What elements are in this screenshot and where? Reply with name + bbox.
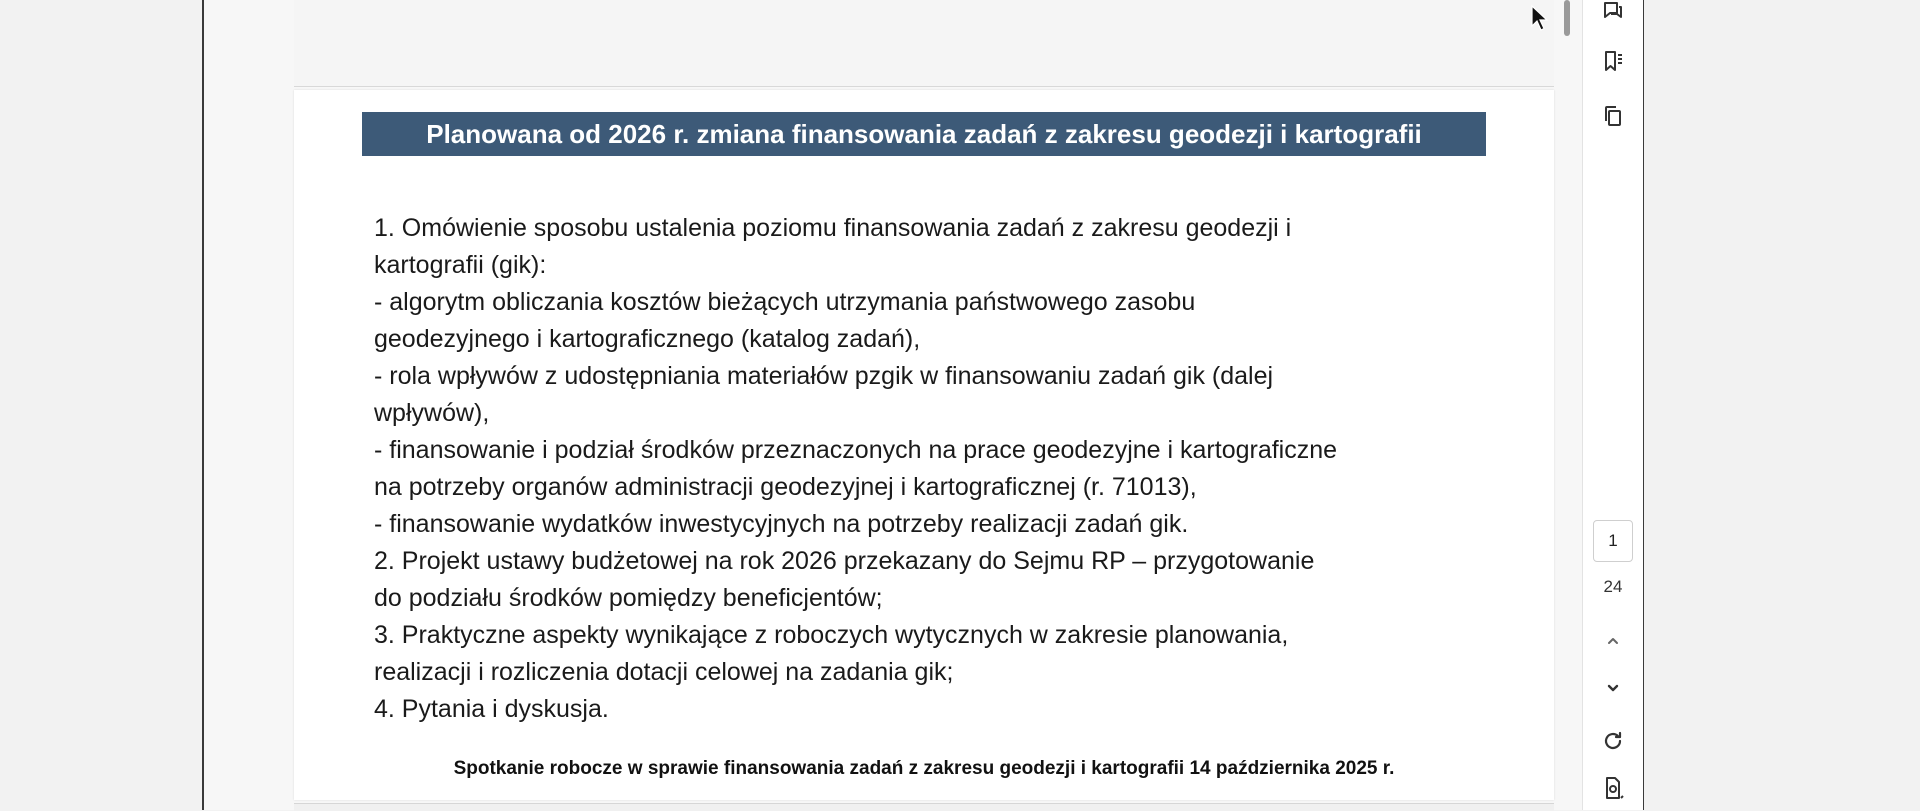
body-line: - rola wpływów z udostępniania materiałów pzgik w finansowaniu zadań gik (dalej	[374, 362, 1274, 390]
slide-title: Planowana od 2026 r. zmiana finansowania zadań z zakresu geodezji i kartografii	[362, 112, 1486, 156]
body-line: 3. Praktyczne aspekty wynikające z roboczych wytycznych w zakresie planowania,	[374, 621, 1289, 649]
chevron-up-icon[interactable]	[1598, 626, 1628, 656]
slide-body	[374, 210, 1494, 728]
pdf-page	[294, 90, 1554, 800]
body-line: 1. Omówienie sposobu ustalenia poziomu finansowania zadań z zakresu geodezji i	[374, 214, 1292, 242]
body-line: 2. Projekt ustawy budżetowej na rok 2026 przekazany do Sejmu RP – przygotowanie	[374, 547, 1315, 575]
body-line: - algorytm obliczania kosztów bieżących utrzymania państwowego zasobu	[374, 288, 1196, 316]
bookmark-list-icon[interactable]	[1598, 46, 1628, 76]
body-line: wpływów),	[374, 399, 490, 427]
document-settings-icon[interactable]	[1598, 773, 1628, 803]
copy-icon[interactable]	[1598, 101, 1628, 131]
chevron-down-icon[interactable]	[1598, 673, 1628, 703]
body-line: - finansowanie wydatków inwestycyjnych na potrzeby realizacji zadań gik.	[374, 510, 1189, 538]
comment-icon[interactable]	[1598, 0, 1628, 26]
slide-footer: Spotkanie robocze w sprawie finansowania zadań z zakresu geodezji i kartografii 14 października 2025 r.	[453, 758, 1395, 779]
body-line: realizacji i rozliczenia dotacji celowej na zadania gik;	[374, 658, 954, 686]
previous-page-bottom	[294, 0, 1554, 87]
total-pages: 24	[1603, 577, 1623, 596]
body-line: 4. Pytania i dyskusja.	[374, 695, 609, 723]
rotate-icon[interactable]	[1598, 726, 1628, 756]
vertical-scrollbar[interactable]	[1564, 0, 1570, 36]
body-line: do podziału środków pomiędzy beneficjentów;	[374, 584, 883, 612]
page-number-input[interactable]	[1593, 520, 1633, 562]
viewer-toolbar	[1582, 0, 1643, 810]
mouse-cursor-icon	[1530, 4, 1550, 32]
body-line: - finansowanie i podział środków przeznaczonych na prace geodezyjne i kartograficzne	[374, 436, 1338, 464]
body-line: kartografii (gik):	[374, 251, 547, 279]
pdf-viewer	[202, 0, 1644, 810]
document-viewport[interactable]	[204, 0, 1554, 810]
body-line: na potrzeby organów administracji geodezyjnej i kartograficznej (r. 71013),	[374, 473, 1197, 501]
body-line: geodezyjnego i kartograficznego (katalog zadań),	[374, 325, 921, 353]
